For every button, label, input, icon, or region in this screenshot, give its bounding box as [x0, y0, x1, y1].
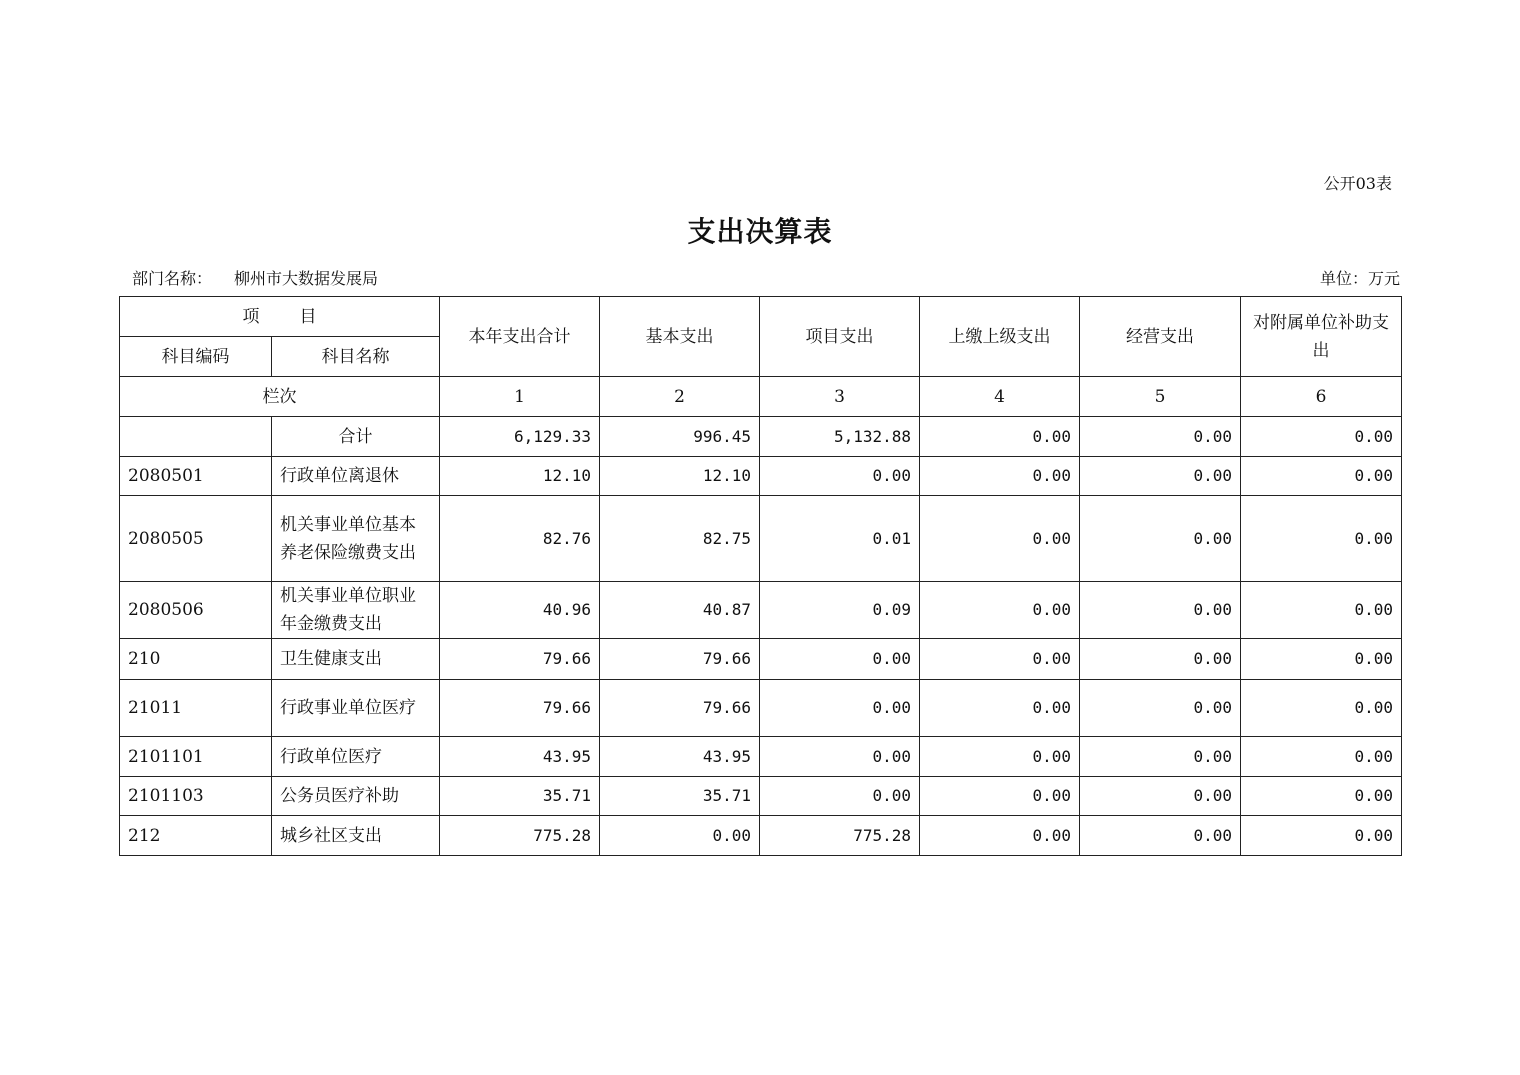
- row-index-4: 4: [920, 377, 1080, 417]
- cell-v1: 79.66: [440, 639, 600, 680]
- cell-v2: 12.10: [600, 457, 760, 496]
- table-row: [120, 457, 1402, 496]
- table-row: [120, 737, 1402, 777]
- cell-v4: 0.00: [920, 816, 1080, 856]
- cell-v5: 0.00: [1080, 417, 1241, 457]
- cell-v6: 0.00: [1241, 417, 1402, 457]
- cell-v1: 35.71: [440, 777, 600, 816]
- header-col4: 上缴上级支出: [920, 297, 1080, 377]
- cell-v6: 0.00: [1241, 496, 1402, 582]
- cell-name: 机关事业单位职业年金缴费支出: [272, 582, 440, 639]
- cell-code: 2101103: [120, 777, 272, 816]
- cell-name: 行政单位医疗: [272, 737, 440, 777]
- cell-v1: 82.76: [440, 496, 600, 582]
- cell-v4: 0.00: [920, 777, 1080, 816]
- cell-code: 2101101: [120, 737, 272, 777]
- cell-v4: 0.00: [920, 680, 1080, 737]
- cell-v5: 0.00: [1080, 582, 1241, 639]
- row-index-3: 3: [760, 377, 920, 417]
- cell-name: 行政事业单位医疗: [272, 680, 440, 737]
- cell-v5: 0.00: [1080, 816, 1241, 856]
- cell-v6: 0.00: [1241, 582, 1402, 639]
- unit-label: 单位：万元: [1319, 269, 1400, 288]
- cell-v6: 0.00: [1241, 816, 1402, 856]
- department-label: 部门名称：: [132, 269, 213, 288]
- cell-code: [120, 417, 272, 457]
- cell-name: 卫生健康支出: [272, 639, 440, 680]
- cell-v2: 996.45: [600, 417, 760, 457]
- row-index-2: 2: [600, 377, 760, 417]
- cell-name: 合计: [272, 417, 440, 457]
- header-col6: 对附属单位补助支出: [1241, 297, 1402, 377]
- cell-name: 机关事业单位基本养老保险缴费支出: [272, 496, 440, 582]
- cell-code: 2080505: [120, 496, 272, 582]
- cell-v1: 40.96: [440, 582, 600, 639]
- cell-v1: 775.28: [440, 816, 600, 856]
- cell-v6: 0.00: [1241, 777, 1402, 816]
- header-name: 科目名称: [272, 337, 440, 377]
- cell-code: 210: [120, 639, 272, 680]
- table-row: [120, 777, 1402, 816]
- cell-v4: 0.00: [920, 582, 1080, 639]
- header-code: 科目编码: [120, 337, 272, 377]
- cell-v3: 0.09: [760, 582, 920, 639]
- cell-v6: 0.00: [1241, 680, 1402, 737]
- cell-v1: 12.10: [440, 457, 600, 496]
- cell-v2: 79.66: [600, 639, 760, 680]
- cell-v3: 0.00: [760, 680, 920, 737]
- cell-v3: 5,132.88: [760, 417, 920, 457]
- cell-v2: 79.66: [600, 680, 760, 737]
- cell-v6: 0.00: [1241, 737, 1402, 777]
- cell-v2: 40.87: [600, 582, 760, 639]
- cell-v5: 0.00: [1080, 737, 1241, 777]
- page-title: 支出决算表: [687, 215, 833, 248]
- table-row: [120, 496, 1402, 582]
- cell-v5: 0.00: [1080, 457, 1241, 496]
- cell-v6: 0.00: [1241, 457, 1402, 496]
- header-col3: 项目支出: [760, 297, 920, 377]
- table-row: [120, 582, 1402, 639]
- cell-name: 行政单位离退休: [272, 457, 440, 496]
- cell-v3: 0.00: [760, 457, 920, 496]
- cell-v5: 0.00: [1080, 680, 1241, 737]
- cell-v4: 0.00: [920, 417, 1080, 457]
- row-index-6: 6: [1241, 377, 1402, 417]
- form-number: 公开03表: [1323, 174, 1392, 193]
- table-row: [120, 816, 1402, 856]
- cell-code: 2080501: [120, 457, 272, 496]
- header-item-char-1: 项: [242, 306, 260, 327]
- row-index-1: 1: [440, 377, 600, 417]
- cell-v1: 6,129.33: [440, 417, 600, 457]
- department-line: [132, 266, 378, 289]
- cell-code: 212: [120, 816, 272, 856]
- header-col2: 基本支出: [600, 297, 760, 377]
- cell-v2: 0.00: [600, 816, 760, 856]
- header-col1: 本年支出合计: [440, 297, 600, 377]
- header-col5: 经营支出: [1080, 297, 1241, 377]
- cell-v3: 0.01: [760, 496, 920, 582]
- cell-v2: 43.95: [600, 737, 760, 777]
- cell-v4: 0.00: [920, 639, 1080, 680]
- cell-v6: 0.00: [1241, 639, 1402, 680]
- cell-name: 公务员医疗补助: [272, 777, 440, 816]
- department-name: 柳州市大数据发展局: [234, 269, 379, 288]
- table-row: [120, 639, 1402, 680]
- table-row: [120, 680, 1402, 737]
- cell-v4: 0.00: [920, 496, 1080, 582]
- row-index-label: 栏次: [120, 377, 440, 417]
- cell-v5: 0.00: [1080, 639, 1241, 680]
- cell-v3: 0.00: [760, 777, 920, 816]
- header-item-char-2: 目: [299, 306, 317, 327]
- expenditure-table: [119, 296, 1402, 856]
- header-item: [120, 297, 440, 337]
- cell-v4: 0.00: [920, 457, 1080, 496]
- cell-v4: 0.00: [920, 737, 1080, 777]
- cell-v5: 0.00: [1080, 777, 1241, 816]
- cell-v2: 82.75: [600, 496, 760, 582]
- cell-v3: 0.00: [760, 737, 920, 777]
- cell-code: 21011: [120, 680, 272, 737]
- cell-name: 城乡社区支出: [272, 816, 440, 856]
- cell-v3: 775.28: [760, 816, 920, 856]
- cell-v3: 0.00: [760, 639, 920, 680]
- row-index-5: 5: [1080, 377, 1241, 417]
- cell-v2: 35.71: [600, 777, 760, 816]
- cell-v1: 79.66: [440, 680, 600, 737]
- cell-v5: 0.00: [1080, 496, 1241, 582]
- cell-code: 2080506: [120, 582, 272, 639]
- table-row-total: [120, 417, 1402, 457]
- cell-v1: 43.95: [440, 737, 600, 777]
